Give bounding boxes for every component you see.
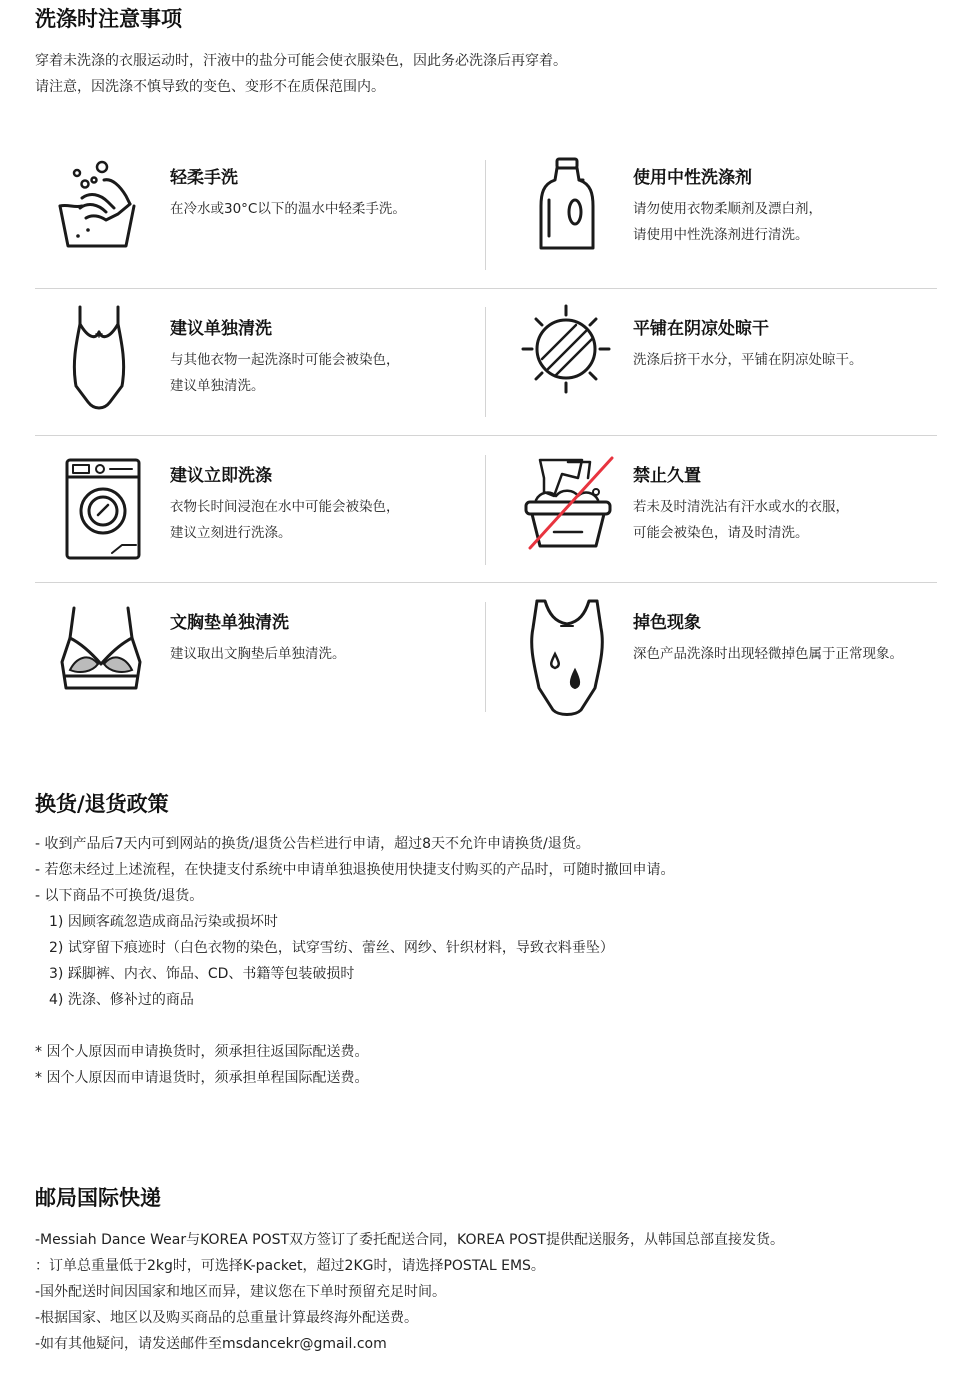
washing-intro-1: 穿着未洗涤的衣服运动时，汗液中的盐分可能会使衣服染色，因此务必洗涤后再穿着。 (35, 53, 567, 69)
care-desc: 在冷水或30°C以下的温水中轻柔手洗。 (170, 201, 406, 217)
leotard-icon (68, 304, 130, 412)
bra-pad-icon (58, 604, 144, 692)
exchange-subitem: 3) 踩脚裤、内衣、饰品、CD、书籍等包装破损时 (49, 966, 355, 982)
row-divider (35, 582, 937, 583)
column-divider (485, 307, 486, 417)
washing-machine-icon (64, 457, 142, 561)
washing-title: 洗涤时注意事项 (35, 7, 182, 31)
exchange-line: - 若您未经过上述流程，在快捷支付系统中申请单独退换使用快捷支付购买的产品时，可随时撤回申请。 (35, 862, 675, 878)
row-divider (35, 435, 937, 436)
post-title: 邮局国际快递 (35, 1186, 161, 1210)
no-soaking-icon (522, 452, 614, 554)
column-divider (485, 455, 486, 565)
exchange-subitem: 1) 因顾客疏忽造成商品污染或损坏时 (49, 914, 278, 930)
color-bleed-icon (529, 598, 605, 718)
exchange-note: * 因个人原因而申请换货时，须承担往返国际配送费。 (35, 1044, 369, 1060)
exchange-line: - 收到产品后7天内可到网站的换货/退货公告栏进行申请，超过8天不允许申请换货/退货。 (35, 836, 590, 852)
care-title: 禁止久置 (633, 466, 701, 486)
care-desc: 请使用中性洗涤剂进行清洗。 (633, 227, 809, 243)
exchange-subitem: 2) 试穿留下痕迹时（白色衣物的染色，试穿雪纺、蕾丝、网纱、针织材料，导致衣料垂坠） (49, 940, 614, 956)
care-title: 掉色现象 (633, 613, 701, 633)
shade-dry-icon (520, 303, 612, 395)
care-desc: 建议单独清洗。 (170, 378, 265, 394)
care-desc: 若未及时清洗沾有汗水或水的衣服， (633, 499, 849, 515)
care-desc: 衣物长时间浸泡在水中可能会被染色， (170, 499, 400, 515)
care-title: 平铺在阴凉处晾干 (633, 319, 769, 339)
column-divider (485, 160, 486, 270)
row-divider (35, 288, 937, 289)
washing-intro-2: 请注意，因洗涤不慎导致的变色、变形不在质保范围内。 (35, 79, 385, 95)
detergent-bottle-icon (535, 156, 597, 254)
exchange-line: - 以下商品不可换货/退货。 (35, 888, 204, 904)
post-line: ：订单总重量低于2kg时，可选择K-packet，超过2KG时，请选择POSTAL EMS。 (35, 1258, 545, 1274)
care-title: 轻柔手洗 (170, 168, 238, 188)
hand-wash-icon (52, 158, 142, 253)
post-line: -根据国家、地区以及购买商品的总重量计算最终海外配送费。 (35, 1310, 419, 1326)
care-desc: 建议取出文胸垫后单独清洗。 (170, 646, 346, 662)
post-line: -国外配送时间因国家和地区而异，建议您在下单时预留充足时间。 (35, 1284, 447, 1300)
care-desc: 可能会被染色，请及时清洗。 (633, 525, 809, 541)
care-desc: 与其他衣物一起洗涤时可能会被染色， (170, 352, 400, 368)
care-desc: 洗涤后挤干水分，平铺在阴凉处晾干。 (633, 352, 863, 368)
exchange-title: 换货/退货政策 (35, 792, 169, 816)
care-title: 建议立即洗涤 (170, 466, 272, 486)
care-desc: 深色产品洗涤时出现轻微掉色属于正常现象。 (633, 646, 903, 662)
post-line: -Messiah Dance Wear与KOREA POST双方签订了委托配送合同，KOREA POST提供配送服务，从韩国总部直接发货。 (35, 1232, 784, 1248)
care-desc: 建议立刻进行洗涤。 (170, 525, 292, 541)
column-divider (485, 602, 486, 712)
care-title: 文胸垫单独清洗 (170, 613, 289, 633)
exchange-subitem: 4) 洗涤、修补过的商品 (49, 992, 194, 1008)
exchange-note: * 因个人原因而申请退货时，须承担单程国际配送费。 (35, 1070, 369, 1086)
care-title: 使用中性洗涤剂 (633, 168, 752, 188)
care-title: 建议单独清洗 (170, 319, 272, 339)
care-desc: 请勿使用衣物柔顺剂及漂白剂， (633, 201, 822, 217)
post-line: -如有其他疑问，请发送邮件至msdancekr@gmail.com (35, 1336, 387, 1352)
